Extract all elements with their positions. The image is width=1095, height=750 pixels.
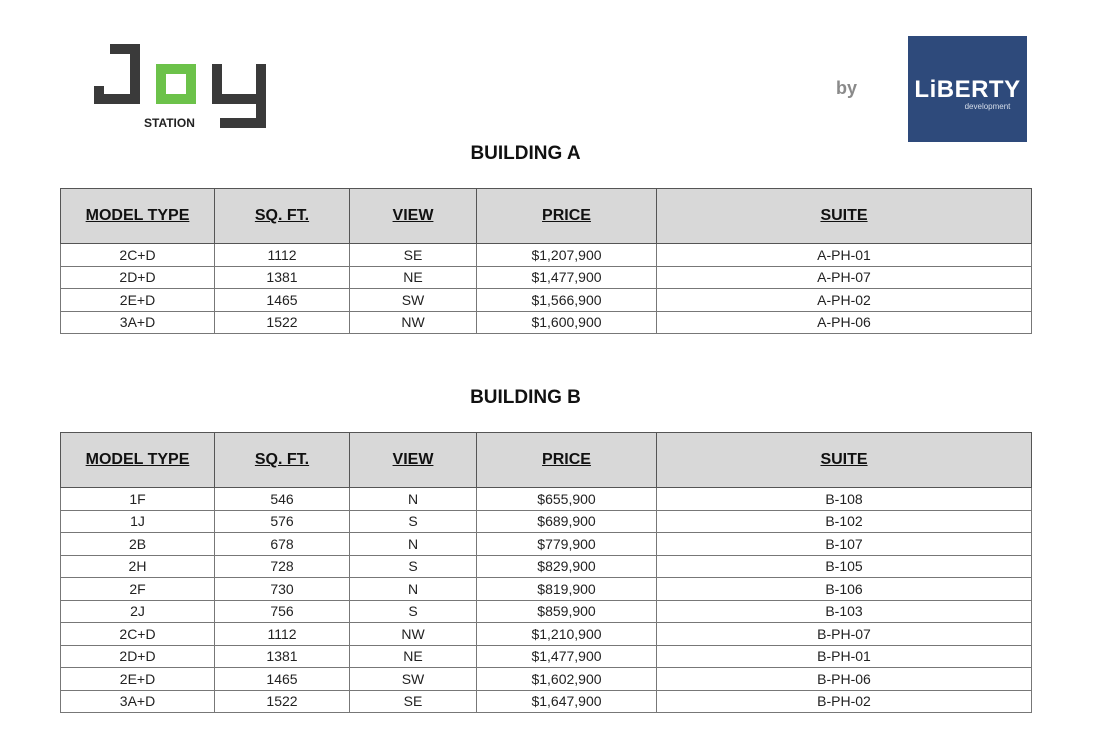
table-cell: B-PH-01 xyxy=(657,645,1032,668)
table-cell: 2H xyxy=(61,555,215,578)
table-row xyxy=(61,578,1032,601)
table-cell: 2C+D xyxy=(61,623,215,646)
table-cell: SW xyxy=(350,668,477,691)
table-cell: 728 xyxy=(215,555,350,578)
joy-station-logo xyxy=(88,40,273,132)
table-cell: 1465 xyxy=(215,668,350,691)
table-cell: N xyxy=(350,578,477,601)
table-cell: SE xyxy=(350,244,477,267)
liberty-name: LiBERTY xyxy=(914,76,1021,103)
by-label: by xyxy=(836,78,858,98)
table-cell: A-PH-01 xyxy=(657,244,1032,267)
table-cell: 1381 xyxy=(215,266,350,289)
table-cell: 756 xyxy=(215,600,350,623)
table-row xyxy=(61,244,1032,267)
table-cell: $819,900 xyxy=(477,578,657,601)
table-cell: SW xyxy=(350,289,477,312)
building-b-table xyxy=(60,432,1032,713)
table-cell: B-107 xyxy=(657,533,1032,556)
column-header: SUITE xyxy=(657,189,1032,244)
logo-station-text: STATION xyxy=(144,116,195,130)
table-cell: 2B xyxy=(61,533,215,556)
table-cell: SE xyxy=(350,690,477,713)
table-cell: N xyxy=(350,488,477,511)
liberty-development-logo xyxy=(908,36,1027,142)
table-cell: $1,477,900 xyxy=(477,645,657,668)
table-cell: 1522 xyxy=(215,311,350,334)
table-cell: S xyxy=(350,510,477,533)
table-cell: B-PH-02 xyxy=(657,690,1032,713)
table-cell: $829,900 xyxy=(477,555,657,578)
table-cell: 730 xyxy=(215,578,350,601)
table-cell: NW xyxy=(350,311,477,334)
table-cell: 546 xyxy=(215,488,350,511)
table-cell: A-PH-06 xyxy=(657,311,1032,334)
table-cell: $1,600,900 xyxy=(477,311,657,334)
table-cell: B-PH-07 xyxy=(657,623,1032,646)
table-cell: $655,900 xyxy=(477,488,657,511)
table-cell: 1112 xyxy=(215,623,350,646)
table-cell: 2C+D xyxy=(61,244,215,267)
table-cell: B-103 xyxy=(657,600,1032,623)
column-header: PRICE xyxy=(477,433,657,488)
column-header: MODEL TYPE xyxy=(61,433,215,488)
table-cell: B-PH-06 xyxy=(657,668,1032,691)
building-b-title: BUILDING B xyxy=(470,387,581,408)
table-cell: B-105 xyxy=(657,555,1032,578)
table-row xyxy=(61,600,1032,623)
table-cell: N xyxy=(350,533,477,556)
column-header: VIEW xyxy=(350,433,477,488)
table-cell: A-PH-02 xyxy=(657,289,1032,312)
table-cell: $1,477,900 xyxy=(477,266,657,289)
table-cell: NE xyxy=(350,266,477,289)
table-cell: 2J xyxy=(61,600,215,623)
table-cell: A-PH-07 xyxy=(657,266,1032,289)
table-cell: 2F xyxy=(61,578,215,601)
table-row xyxy=(61,668,1032,691)
table-cell: 1522 xyxy=(215,690,350,713)
table-cell: B-102 xyxy=(657,510,1032,533)
table-cell: $1,566,900 xyxy=(477,289,657,312)
column-header: SQ. FT. xyxy=(215,189,350,244)
building-a-table xyxy=(60,188,1032,334)
table-cell: $1,647,900 xyxy=(477,690,657,713)
column-header: SUITE xyxy=(657,433,1032,488)
table-row xyxy=(61,311,1032,334)
table-cell: 1465 xyxy=(215,289,350,312)
table-cell: 2D+D xyxy=(61,645,215,668)
table-row xyxy=(61,510,1032,533)
table-cell: $1,207,900 xyxy=(477,244,657,267)
table-row xyxy=(61,488,1032,511)
table-cell: 576 xyxy=(215,510,350,533)
column-header: VIEW xyxy=(350,189,477,244)
column-header: SQ. FT. xyxy=(215,433,350,488)
table-cell: $689,900 xyxy=(477,510,657,533)
table-cell: $1,210,900 xyxy=(477,623,657,646)
table-row xyxy=(61,690,1032,713)
table-row xyxy=(61,623,1032,646)
table-cell: 1112 xyxy=(215,244,350,267)
table-row xyxy=(61,555,1032,578)
table-cell: $859,900 xyxy=(477,600,657,623)
table-cell: 3A+D xyxy=(61,690,215,713)
table-cell: B-106 xyxy=(657,578,1032,601)
table-cell: 2E+D xyxy=(61,668,215,691)
table-row xyxy=(61,266,1032,289)
table-cell: $1,602,900 xyxy=(477,668,657,691)
table-row xyxy=(61,289,1032,312)
building-a-title: BUILDING A xyxy=(470,143,581,164)
table-cell: 678 xyxy=(215,533,350,556)
table-cell: $779,900 xyxy=(477,533,657,556)
table-cell: 2D+D xyxy=(61,266,215,289)
table-cell: B-108 xyxy=(657,488,1032,511)
table-row xyxy=(61,645,1032,668)
table-cell: S xyxy=(350,600,477,623)
table-cell: 1F xyxy=(61,488,215,511)
table-cell: NE xyxy=(350,645,477,668)
table-cell: 1381 xyxy=(215,645,350,668)
table-row xyxy=(61,533,1032,556)
column-header: MODEL TYPE xyxy=(61,189,215,244)
liberty-sub: development xyxy=(964,102,1011,111)
table-cell: 2E+D xyxy=(61,289,215,312)
table-cell: 3A+D xyxy=(61,311,215,334)
table-cell: NW xyxy=(350,623,477,646)
column-header: PRICE xyxy=(477,189,657,244)
table-cell: 1J xyxy=(61,510,215,533)
table-cell: S xyxy=(350,555,477,578)
